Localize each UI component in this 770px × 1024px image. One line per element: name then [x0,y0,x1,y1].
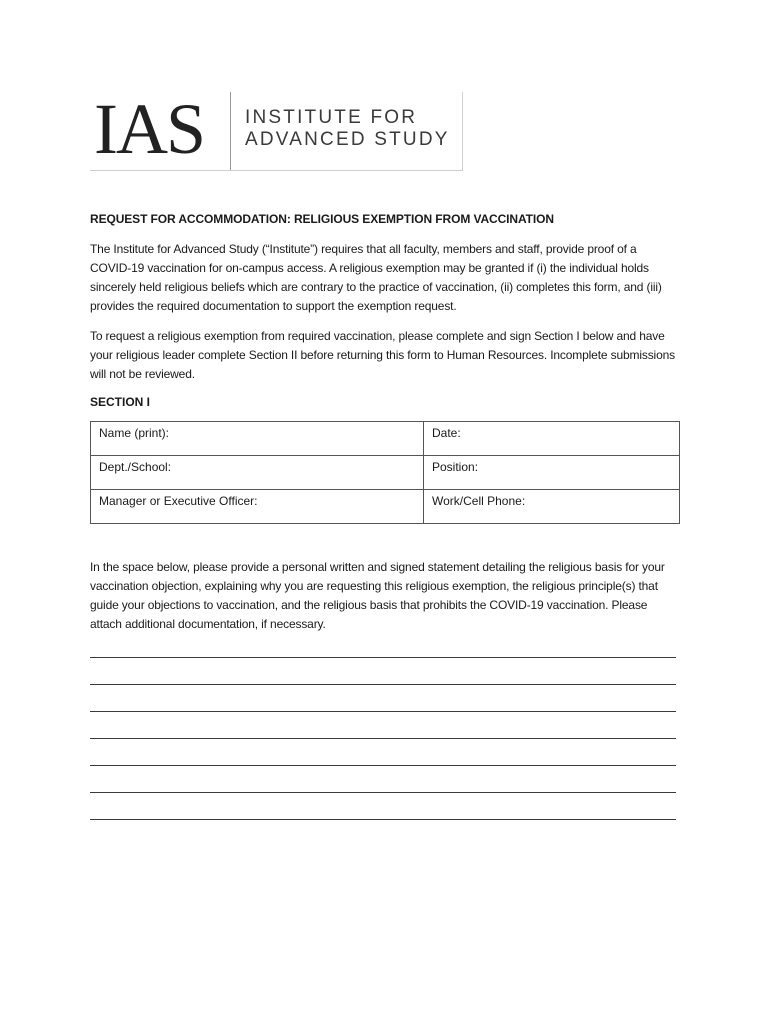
answer-line[interactable] [90,658,676,685]
logo-wordmark [245,107,450,151]
manager-field[interactable] [91,490,424,524]
name-field[interactable] [91,422,424,456]
statement-instructions: In the space below, please provide a personal written and signed statement detailing the religious basis for your vaccination objection, explaining why you are requesting this religious exemption, the religious principle(s) that guide your objections to vaccination, and the religious basis that prohibits the COVID-19 vaccination. Please attach additional documentation, if necessary. [90,560,665,631]
name-field-label: Name (print): [99,426,170,440]
date-field-label: Date: [432,426,461,440]
instructions-paragraph: To request a religious exemption from required vaccination, please complete and sign Section I below and have your religious leader complete Section II before returning this form to Human Resources. Incomplete submissions will not be reviewed. [90,329,675,381]
answer-line[interactable] [90,793,676,820]
table-row [91,490,680,524]
phone-field-label: Work/Cell Phone: [432,494,526,508]
statement-lines [90,646,676,820]
phone-field[interactable] [424,490,680,524]
logo-name-line2: ADVANCED STUDY [245,129,450,150]
answer-line[interactable] [90,766,676,793]
intro-paragraph: The Institute for Advanced Study (“Institute”) requires that all faculty, members and staff, provide proof of a COVID-19 vaccination for on-campus access. A religious exemption may be granted if (i) the individual holds sincerely held religious beliefs which are contrary to the practice of vaccination, (ii) completes this form, and (iii) provides the required documentation to support the exemption request. [90,242,662,313]
logo-divider [230,92,231,170]
section-one-table [90,421,680,524]
ias-logo [90,89,463,171]
dept-field[interactable] [91,456,424,490]
logo-name-line1: INSTITUTE FOR [245,107,418,128]
logo-mark: IAS [94,89,205,169]
manager-field-label: Manager or Executive Officer: [99,494,258,508]
dept-field-label: Dept./School: [99,460,172,474]
document-title: REQUEST FOR ACCOMMODATION: RELIGIOUS EXEMPTION FROM VACCINATION [90,212,554,226]
table-row [91,422,680,456]
position-field[interactable] [424,456,680,490]
answer-line[interactable] [90,712,676,739]
answer-line[interactable] [90,646,676,658]
position-field-label: Position: [432,460,479,474]
answer-line[interactable] [90,739,676,766]
table-row [91,456,680,490]
answer-line[interactable] [90,685,676,712]
section-heading: SECTION I [90,395,151,409]
date-field[interactable] [424,422,680,456]
